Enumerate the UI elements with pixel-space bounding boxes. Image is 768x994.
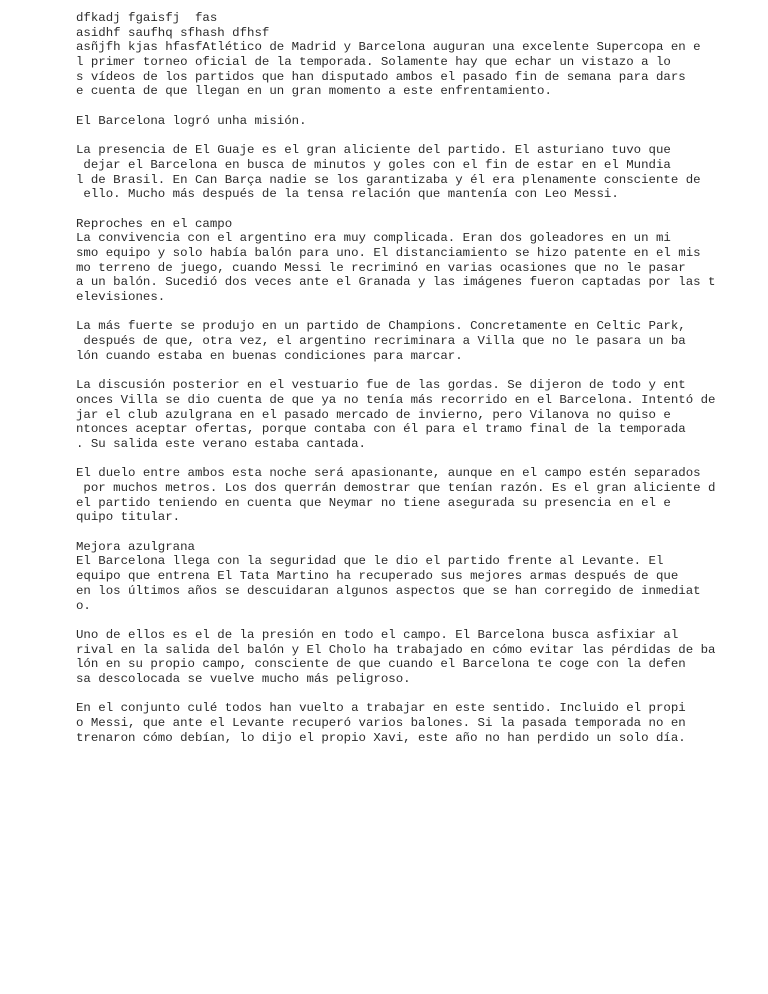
text-line: lón en su propio campo, consciente de que cuando el Barcelona te coge con la defen — [76, 657, 686, 672]
text-line: elevisiones. — [76, 290, 166, 305]
text-line: Reproches en el campo — [76, 216, 233, 231]
text-line: asidhf saufhq sfhash dfhsf — [76, 25, 270, 40]
blank-line — [76, 613, 756, 628]
text-line: a un balón. Sucedió dos veces ante el Granada y las imágenes fueron captadas por las t — [76, 275, 716, 290]
text-line: smo equipo y solo había balón para uno. El distanciamiento se hizo patente en el mis — [76, 246, 701, 260]
text-line: . Su salida este verano estaba cantada. — [76, 436, 366, 451]
text-line: onces Villa se dio cuenta de que ya no tenía más recorrido en el Barcelona. Intentó de — [76, 392, 716, 407]
text-line: ntonces aceptar ofertas, porque contaba con él para el tramo final de la temporada — [76, 422, 686, 437]
text-line: el partido teniendo en cuenta que Neymar no tiene asegurada su presencia en el e — [76, 495, 671, 510]
text-line: o Messi, que ante el Levante recuperó varios balones. Si la pasada temporada no en — [76, 716, 686, 730]
text-line: En el conjunto culé todos han vuelto a trabajar en este sentido. Incluido el propi — [76, 701, 686, 716]
text-line: jar el club azulgrana en el pasado mercado de invierno, pero Vilanova no quiso e — [76, 407, 671, 422]
text-line: ello. Mucho más después de la tensa relación que mantenía con Leo Messi. — [76, 187, 619, 202]
text-line: después de que, otra vez, el argentino recriminara a Villa que no le pasara un ba — [76, 334, 686, 349]
text-line: asñjfh kjas hfasfAtlético de Madrid y Barcelona auguran una excelente Supercopa en e — [76, 40, 701, 55]
text-line: rival en la salida del balón y El Cholo ha trabajado en cómo evitar las pérdidas de ba — [76, 642, 716, 657]
text-line: mo terreno de juego, cuando Messi le recriminó en varias ocasiones que no le pasar — [76, 260, 686, 275]
blank-line — [76, 129, 756, 144]
text-line: s vídeos de los partidos que han disputado ambos el pasado fin de semana para dars — [76, 69, 686, 84]
blank-line — [76, 687, 756, 702]
text-line: El Barcelona llega con la seguridad que le dio el partido frente al Levante. El — [76, 554, 664, 569]
text-line: en los últimos años se descuidaran algunos aspectos que se han corregido de inmediat — [76, 583, 701, 598]
text-line: por muchos metros. Los dos querrán demostrar que tenían razón. Es el gran aliciente d — [76, 481, 716, 495]
blank-line — [76, 452, 756, 467]
blank-line — [76, 202, 756, 217]
blank-line — [76, 525, 756, 540]
text-line: dejar el Barcelona en busca de minutos y goles con el fin de estar en el Mundia — [76, 157, 671, 172]
text-line: La convivencia con el argentino era muy complicada. Eran dos goleadores en un mi — [76, 231, 671, 246]
text-line: El Barcelona logró unha misión. — [76, 113, 307, 128]
text-line: La presencia de El Guaje es el gran aliciente del partido. El asturiano tuvo que — [76, 143, 671, 158]
blank-line — [76, 99, 756, 114]
blank-line — [76, 305, 756, 320]
text-line: e cuenta de que llegan en un gran momento a este enfrentamiento. — [76, 84, 552, 99]
text-line: sa descolocada se vuelve mucho más peligroso. — [76, 671, 411, 686]
text-line: La discusión posterior en el vestuario fue de las gordas. Se dijeron de todo y ent — [76, 378, 686, 393]
text-line: dfkadj fgaisfj fas — [76, 11, 218, 25]
text-line: l primer torneo oficial de la temporada. Solamente hay que echar un vistazo a lo — [76, 55, 671, 70]
text-line: lón cuando estaba en buenas condiciones para marcar. — [76, 348, 463, 363]
text-line: Mejora azulgrana — [76, 539, 195, 554]
document-page — [76, 11, 756, 745]
text-line: l de Brasil. En Can Barça nadie se los garantizaba y él era plenamente consciente de — [76, 172, 701, 187]
text-line: El duelo entre ambos esta noche será apasionante, aunque en el campo estén separados — [76, 466, 701, 481]
text-line: equipo que entrena El Tata Martino ha recuperado sus mejores armas después de que — [76, 569, 679, 584]
text-line: quipo titular. — [76, 510, 181, 525]
blank-line — [76, 364, 756, 379]
text-line: La más fuerte se produjo en un partido de Champions. Concretamente en Celtic Park, — [76, 319, 686, 334]
text-line: o. — [76, 598, 91, 613]
text-line: trenaron cómo debían, lo dijo el propio Xavi, este año no han perdido un solo día. — [76, 730, 686, 745]
text-line: Uno de ellos es el de la presión en todo el campo. El Barcelona busca asfixiar al — [76, 627, 679, 642]
